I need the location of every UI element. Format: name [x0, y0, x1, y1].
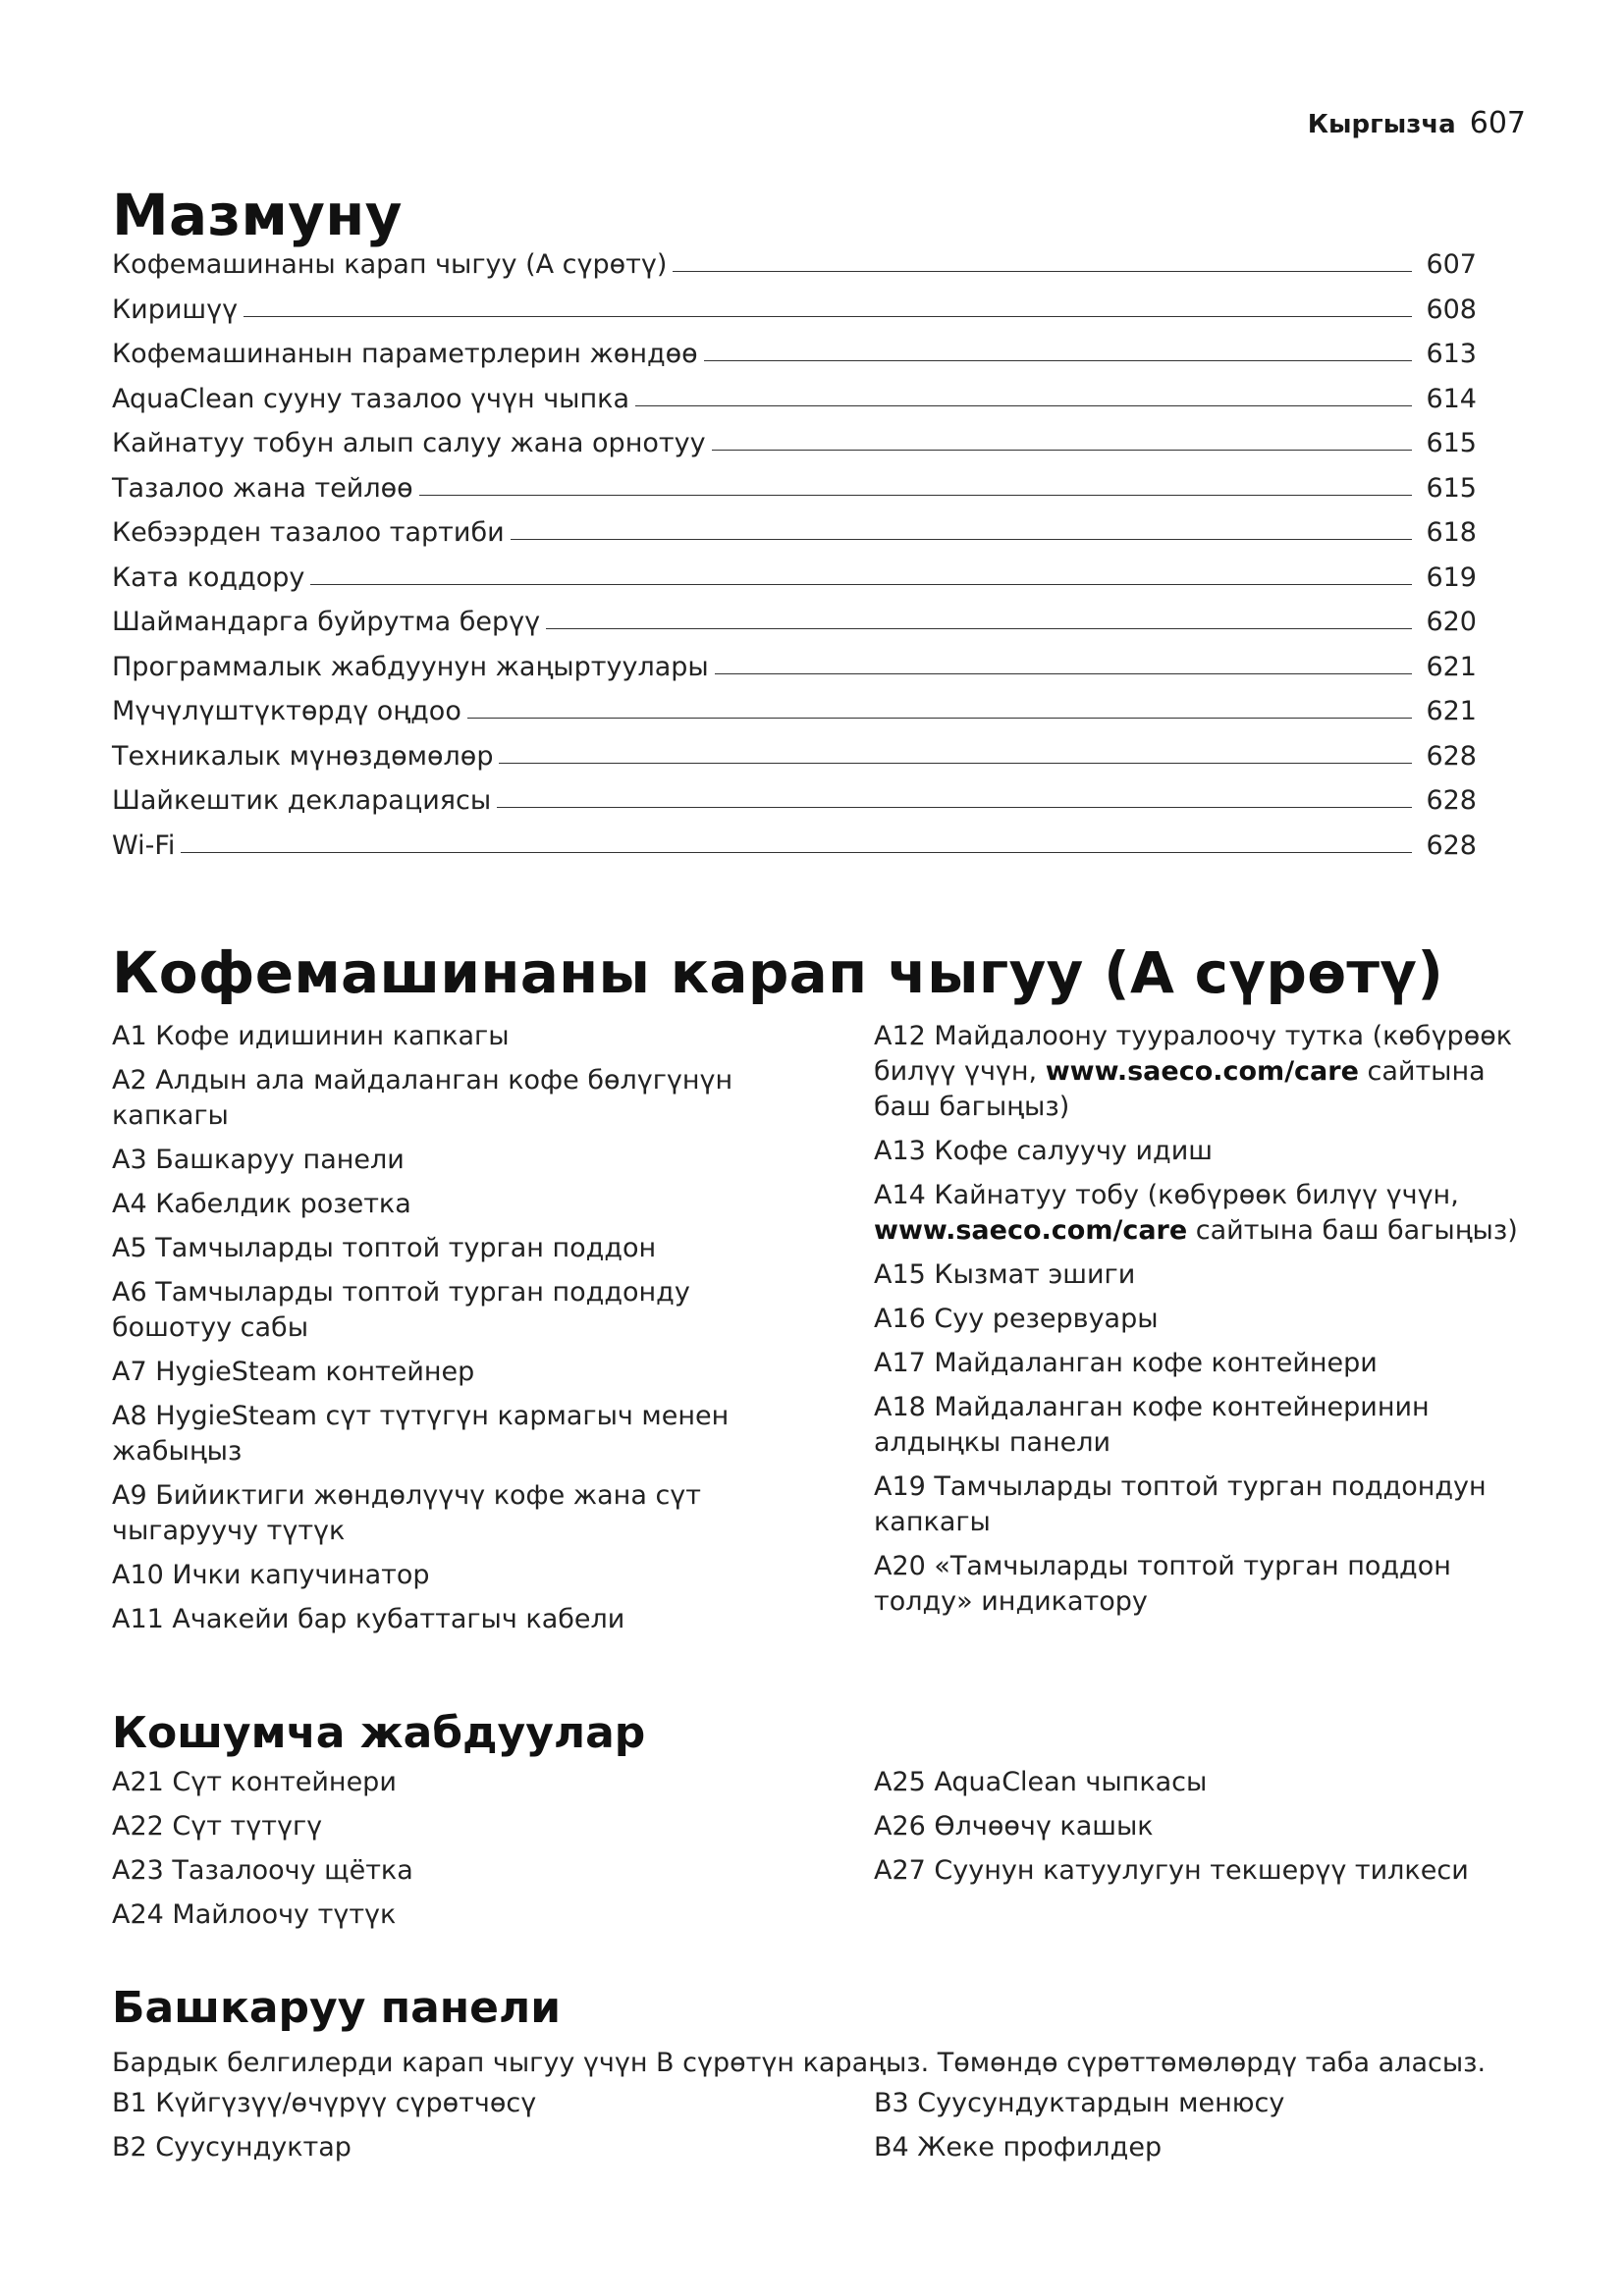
toc-entry-text: Кайнатуу тобун алып салуу жана орнотуу	[112, 428, 706, 458]
toc-entry-text: AquaClean сууну тазалоо үчүн чыпка	[112, 383, 629, 414]
toc-entry-text: Тазалоо жана тейлөө	[112, 472, 413, 504]
toc-entry-page: 614	[1426, 383, 1477, 414]
toc-leader	[499, 763, 1412, 764]
accessories-title: Кошумча жабдуулар	[112, 1708, 646, 1758]
part-item: A4 Кабелдик розетка	[112, 1189, 411, 1219]
care-link[interactable]: www.saeco.com/care	[1045, 1056, 1359, 1087]
toc-entry[interactable]	[112, 785, 1477, 830]
toc-leader	[712, 450, 1412, 451]
toc-entry[interactable]	[112, 607, 1477, 652]
toc-entry-text: Кофемашинаны карап чыгуу (А сүрөтү)	[112, 249, 668, 280]
toc-entry-page: 621	[1426, 651, 1477, 682]
toc-leader	[715, 673, 1412, 674]
toc-entry-text: Киришүү	[112, 294, 239, 325]
part-item: A1 Кофе идишинин капкагы	[112, 1021, 510, 1051]
toc-entry-text: Кофемашинанын параметрлерин жөндөө	[112, 339, 698, 369]
toc-entry-page: 615	[1426, 428, 1477, 458]
toc-entry-page: 608	[1426, 294, 1477, 325]
toc-entry-text: Шаймандарга буйрутма берүү	[112, 607, 541, 637]
toc-entry-text: Ката коддору	[112, 561, 305, 593]
toc-entry-text: Wi-Fi	[112, 829, 176, 861]
accessory-item: A22 Сүт түтүгү	[112, 1811, 323, 1842]
part-item: A10 Ички капучинатор	[112, 1560, 430, 1590]
accessory-item: A27 Суунун катуулугун текшерүү тилкеси	[874, 1855, 1469, 1886]
toc-leader	[546, 628, 1412, 629]
part-item: A2 Алдын ала майдаланган кофе бөлүгүнүн капкагы	[112, 1065, 733, 1131]
toc-entry-text: Кебээрден тазалоо тартиби	[112, 517, 505, 548]
part-item: A8 HygieSteam сүт түтүгүн кармагыч менен жабыңыз	[112, 1401, 730, 1467]
toc-entry-page: 621	[1426, 696, 1477, 726]
part-item-text: сайтына баш багыңыз)	[874, 1056, 1486, 1122]
part-item: A16 Суу резервуары	[874, 1304, 1159, 1334]
toc-entry[interactable]	[112, 428, 1477, 473]
overview-list-right	[874, 1019, 1542, 1629]
control-panel-title: Башкаруу панели	[112, 1983, 562, 2033]
toc-entry[interactable]	[112, 562, 1477, 608]
toc-leader	[244, 316, 1412, 317]
toc-entry[interactable]	[112, 249, 1477, 294]
toc-entry[interactable]	[112, 294, 1477, 340]
toc-entry-page: 619	[1426, 561, 1477, 593]
care-link[interactable]: www.saeco.com/care	[874, 1215, 1188, 1246]
part-item: A17 Майдаланган кофе контейнери	[874, 1348, 1378, 1378]
part-item	[874, 1178, 1542, 1249]
part-item-text: A12 Майдалоону тууралоочу тутка (көбүрөөк билүү үчүн,	[874, 1021, 1513, 1087]
toc-entry-text: Мүчүлүштүктөрдү оңдоо	[112, 696, 461, 726]
toc-entry[interactable]	[112, 696, 1477, 741]
toc-entry[interactable]	[112, 339, 1477, 384]
toc-entry-page: 628	[1426, 785, 1477, 816]
control-panel-list-right	[874, 2086, 1542, 2174]
part-item: A15 Кызмат эшиги	[874, 1259, 1136, 1290]
toc-entry[interactable]	[112, 741, 1477, 786]
toc-entry[interactable]	[112, 384, 1477, 429]
toc-leader	[511, 539, 1412, 540]
page-header	[1308, 106, 1526, 140]
toc-entry-page: 613	[1426, 339, 1477, 369]
toc-entry-text: Техникалык мүнөздөмөлөр	[112, 740, 494, 772]
toc-entry[interactable]	[112, 517, 1477, 562]
toc-entry[interactable]	[112, 652, 1477, 697]
toc-entry-page: 618	[1426, 517, 1477, 548]
part-item	[874, 1019, 1542, 1125]
accessory-item: A23 Тазалоочу щётка	[112, 1855, 413, 1886]
accessories-list-left	[112, 1765, 799, 1942]
part-item: A11 Ачакейи бар кубаттагыч кабели	[112, 1604, 625, 1634]
part-item-text: A14 Кайнатуу тобу (көбүрөөк билүү үчүн,	[874, 1180, 1459, 1210]
panel-item: B1 Күйгүзүү/өчүрүү сүрөтчөсү	[112, 2088, 537, 2118]
toc-leader	[673, 271, 1412, 272]
panel-item: B2 Суусундуктар	[112, 2132, 352, 2163]
part-item: A20 «Тамчыларды топтой турган поддон толду» индикатору	[874, 1551, 1451, 1617]
header-page-number: 607	[1469, 106, 1526, 140]
accessories-list-right	[874, 1765, 1542, 1897]
toc-entry-text: Шайкештик декларациясы	[112, 785, 492, 816]
toc-entry[interactable]	[112, 830, 1477, 876]
accessory-item: A26 Өлчөөчү кашык	[874, 1811, 1154, 1842]
part-item: A6 Тамчыларды топтой турган поддонду бошотуу сабы	[112, 1277, 690, 1343]
table-of-contents	[112, 249, 1477, 875]
part-item: A13 Кофе салуучу идиш	[874, 1136, 1213, 1166]
toc-leader	[497, 807, 1412, 808]
toc-leader	[467, 718, 1412, 719]
accessory-item: A24 Майлоочу түтүк	[112, 1899, 397, 1930]
toc-leader	[419, 495, 1412, 496]
toc-leader	[704, 360, 1412, 361]
control-panel-list-left	[112, 2086, 799, 2174]
toc-entry-text: Программалык жабдуунун жаңыртуулары	[112, 651, 709, 682]
header-language: Кыргызча	[1307, 110, 1456, 139]
part-item: A19 Тамчыларды топтой турган поддондун капкагы	[874, 1471, 1487, 1537]
overview-title: Кофемашинаны карап чыгуу (А сүрөтү)	[112, 939, 1444, 1006]
part-item-text: сайтына баш багыңыз)	[1187, 1215, 1518, 1246]
part-item: A7 HygieSteam контейнер	[112, 1357, 475, 1387]
overview-list-left	[112, 1019, 799, 1646]
part-item: A5 Тамчыларды топтой турган поддон	[112, 1233, 657, 1263]
toc-entry[interactable]	[112, 473, 1477, 518]
accessory-item: A25 AquaClean чыпкасы	[874, 1767, 1208, 1797]
toc-entry-page: 620	[1426, 607, 1477, 637]
panel-item: B3 Суусундуктардын менюсу	[874, 2088, 1285, 2118]
toc-leader	[635, 405, 1412, 406]
part-item: A3 Башкаруу панели	[112, 1145, 405, 1175]
toc-leader	[181, 852, 1412, 853]
toc-leader	[310, 584, 1412, 585]
part-item: A18 Майдаланган кофе контейнеринин алдыңкы панели	[874, 1392, 1430, 1458]
toc-title: Мазмуну	[112, 182, 403, 248]
panel-item: B4 Жеке профилдер	[874, 2132, 1163, 2163]
toc-entry-page: 607	[1426, 249, 1477, 280]
toc-entry-page: 628	[1426, 740, 1477, 772]
accessory-item: A21 Сүт контейнери	[112, 1767, 397, 1797]
control-panel-intro: Бардык белгилерди карап чыгуу үчүн В сүрөтүн караңыз. Төмөндө сүрөттөмөлөрдү таба аласыз.	[112, 2048, 1487, 2078]
toc-entry-page: 628	[1426, 829, 1477, 861]
toc-entry-page: 615	[1426, 472, 1477, 504]
part-item: A9 Бийиктиги жөндөлүүчү кофе жана сүт чыгаруучу түтүк	[112, 1480, 702, 1546]
